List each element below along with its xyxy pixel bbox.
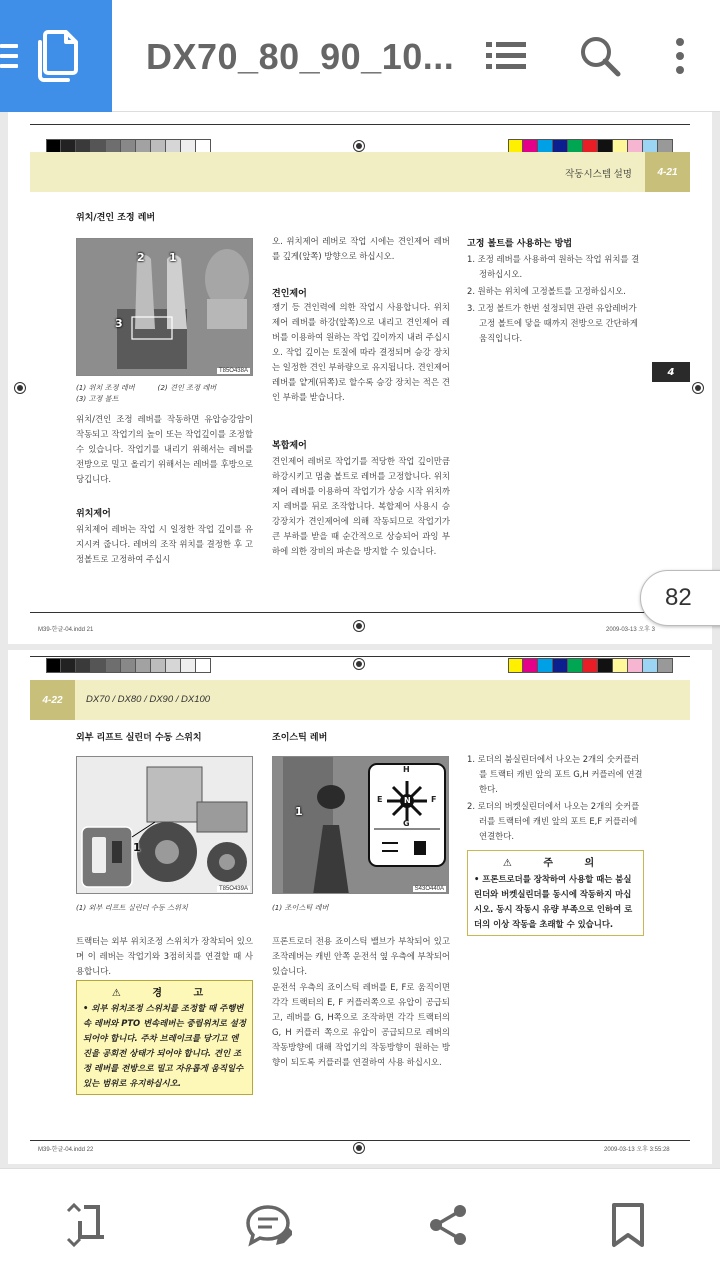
page-number-tab: 4-21: [645, 152, 690, 192]
page-header-title: 작동시스템 설명: [565, 169, 632, 180]
footer-file: M39-한글-04.indd 21: [38, 627, 94, 633]
page-header-band: [30, 152, 690, 192]
photo-code: T85O438A: [218, 368, 248, 374]
body-text: 위치제어 레버는 작업 시 일정한 작업 깊이를 유지시켜 줍니다. 레버의 조작 위치를 결정한 후 고정볼트로 고정하여 주십시: [76, 524, 253, 564]
list-item: 1. 로더의 붐실린더에서 나오는 2개의 숫커플러를 트랙터 캐빈 앞의 포트 G,H 커플러에 연결한다.: [467, 754, 643, 794]
list-item: 1. 조정 레버를 사용하여 원하는 작업 위치를 결정하십시오.: [467, 254, 640, 279]
color-swatches: [508, 658, 673, 673]
body-text: 쟁기 등 견인력에 의한 작업시 사용합니다. 위치제어 레버를 하강(앞쪽)으로 내리고 견인제어 레버를 이용하여 원하는 작업 깊이까지 내려 주십시오. 작업 깊이는 토질에 따라 결정되며 승강 장치는 일정한 견인 부하량으로 유지됩니다. 견인제어 레버를 얕게(뒤쪽)로 할수록 승강 장치는 적은 견인 부하를 받습니다.: [272, 302, 450, 402]
sub-heading: 복합제어: [272, 441, 307, 451]
crop-line: [30, 656, 690, 657]
sub-heading: 고정 볼트를 사용하는 방법: [467, 239, 573, 249]
page-indicator-number: 82: [665, 584, 692, 611]
document-viewer[interactable]: [0, 112, 720, 1168]
page-22: [8, 650, 712, 1164]
warning-box: [76, 980, 253, 1095]
section-heading: 조이스틱 레버: [272, 733, 328, 743]
footer-date: 2009-03-13 오후 3:55:28: [604, 1147, 670, 1153]
page-21: [8, 112, 712, 644]
photo-caption: (1) 외부 리프트 실린더 수동 스위치: [76, 903, 188, 912]
body-text: 견인제어 레버로 작업기를 적당한 작업 깊이만큼 하강시키고 멈춤 볼트로 레버를 고정합니다. 위치제어 레버를 이용하여 작업기가 상승 시작 위치까지 레버를 뒤로 조작합니다. 복합제어 사용시 승강장치가 견인제어에 의해 작동되므로 작업기가 큰 부하를 받을 때 순간적으로 상승되어 과잉 부하에 의한 장비의 파손을 방지할 수 있습니다.: [272, 456, 450, 556]
photo-label: 1: [169, 251, 177, 264]
section-heading: 외부 리프트 실린더 수동 스위치: [76, 733, 202, 743]
photo-code: S43O440A: [414, 886, 444, 892]
bookmark-icon[interactable]: [604, 1201, 652, 1249]
document-title: DX70_80_90_10...: [146, 36, 455, 77]
footer-date: 2009-03-13 오후 3: [606, 627, 655, 633]
gray-swatches: [46, 658, 211, 673]
bottom-toolbar: [0, 1168, 720, 1280]
direction-label: F: [431, 795, 437, 804]
photo-caption: (1) 조이스틱 레버: [272, 903, 329, 912]
tractor-illustration: [77, 757, 253, 894]
tractor-photo: [76, 756, 253, 894]
crop-icon[interactable]: [62, 1201, 110, 1249]
top-toolbar: [0, 0, 720, 112]
photo-label: 1: [295, 805, 303, 818]
body-text: 위치/견인 조정 레버를 작동하면 유압승강암이 작동되고 작업기의 높이 또는 작업깊이를 조정할 수 있습니다. 작업기를 내리기 위해서는 레버를 전방으로 밀고 올리기 위해서는 레버를 후방으로 당깁니다.: [76, 414, 253, 484]
registration-mark: [353, 658, 365, 670]
warning-title: ⚠ 경 고: [111, 988, 218, 999]
list-item: 2. 원하는 위치에 고정볼트를 고정하십시오.: [467, 286, 626, 296]
document-icon: [36, 30, 80, 82]
page-header-title: DX70 / DX80 / DX90 / DX100: [86, 694, 211, 705]
list-icon[interactable]: [484, 34, 528, 78]
list-item: 3. 고정 볼트가 한번 설정되면 관련 유압레버가 고정 볼트에 닿을 때까지 전방으로 간단하게 움직입니다.: [467, 303, 638, 343]
lever-illustration: [77, 239, 253, 376]
photo-label: 1: [133, 841, 141, 854]
registration-mark: [353, 620, 365, 632]
caution-box: [467, 850, 644, 936]
caution-title: ⚠ 주 의: [502, 858, 609, 869]
footer-file: M39-한글-04.indd 22: [38, 1147, 94, 1153]
comment-edit-icon[interactable]: [244, 1201, 292, 1249]
sub-heading: 견인제어: [272, 289, 307, 299]
lever-photo: [76, 238, 253, 376]
page-number-tab: 4-22: [30, 680, 75, 720]
direction-label: E: [377, 795, 383, 804]
registration-mark: [353, 1142, 365, 1154]
registration-mark: [14, 382, 26, 394]
crop-line: [30, 1140, 690, 1141]
body-text: 트랙터는 외부 위치조정 스위치가 장착되어 있으며 이 레버는 작업기와 3점히치를 연결할 때 사용합니다.: [76, 936, 253, 976]
ordered-list: [467, 252, 647, 348]
section-heading: 위치/견인 조정 레버: [76, 213, 156, 223]
photo-caption: (1) 위치 조정 레버 (2) 견인 조정 레버: [76, 383, 217, 392]
direction-label: N: [404, 796, 411, 805]
page-header-band: [30, 680, 690, 720]
body-text: 오. 위치제어 레버로 작업 시에는 견인제어 레버를 깊게(앞쪽) 방향으로 하십시오.: [272, 236, 450, 261]
crop-line: [30, 124, 690, 125]
share-icon[interactable]: [424, 1201, 472, 1249]
joystick-photo: [272, 756, 449, 894]
body-text: 운전석 우측의 죠이스틱 레버를 E, F로 움직이면 각각 트랙터의 E, F 커플러쪽으로 유압이 공급되고, 레버를 G, H쪽으로 조작하면 각각 트랙터의 G, H 커플러 쪽으로 유압이 공급되므로 레버의 작동방향에 대해 작업기의 작동방향이 원하는 방향이 되도록 커플러를 연결하여 사용 하십시오.: [272, 982, 450, 1067]
search-icon[interactable]: [578, 34, 622, 78]
photo-caption: (3) 고정 볼트: [76, 394, 119, 403]
warning-text: • 외부 위치조정 스위치를 조정할 때 주행변속 레버와 PTO 변속레버는 중립위치로 설정되어야 합니다. 주차 브레이크를 당기고 엔진을 공회전 상태가 되어야 합니다. 견인 조정 레버를 전방으로 밀고 자유롭게 움직일수 있는 범위로 유지하십시오.: [83, 1003, 246, 1088]
photo-label: 2: [137, 251, 145, 264]
direction-label: G: [403, 819, 410, 828]
more-vert-icon[interactable]: [658, 34, 702, 78]
list-item: 2. 로더의 버켓실린더에서 나오는 2개의 숫커플러를 트랙터에 캐빈 앞의 포트 E,F 커플러에 연결한다.: [467, 801, 640, 841]
caution-text: • 프론트로더를 장착하여 사용할 때는 붐실린더와 버켓실린더를 동시에 작동하지 마십시오. 동시 작동시 유량 부족으로 인하여 로더의 이상 작동을 초래할 수 있습니다.: [474, 874, 633, 929]
ordered-list: [467, 752, 647, 846]
registration-mark: [353, 140, 365, 152]
page-indicator[interactable]: [640, 570, 720, 626]
direction-label: H: [403, 765, 410, 774]
crop-line: [30, 612, 690, 613]
photo-code: T85O439A: [218, 886, 248, 892]
joystick-direction-diagram: [368, 763, 446, 867]
menu-icon[interactable]: [0, 44, 18, 74]
section-tab: 4: [652, 362, 690, 382]
sub-heading: 위치제어: [76, 509, 111, 519]
registration-mark: [692, 382, 704, 394]
sidebar-toggle[interactable]: [0, 0, 112, 112]
photo-label: 3: [115, 317, 123, 330]
body-text: 프론트로더 전용 죠이스틱 밸브가 부착되어 있고 조작레버는 캐빈 안쪽 운전석 옆 우측에 부착되어 있습니다.: [272, 936, 450, 976]
